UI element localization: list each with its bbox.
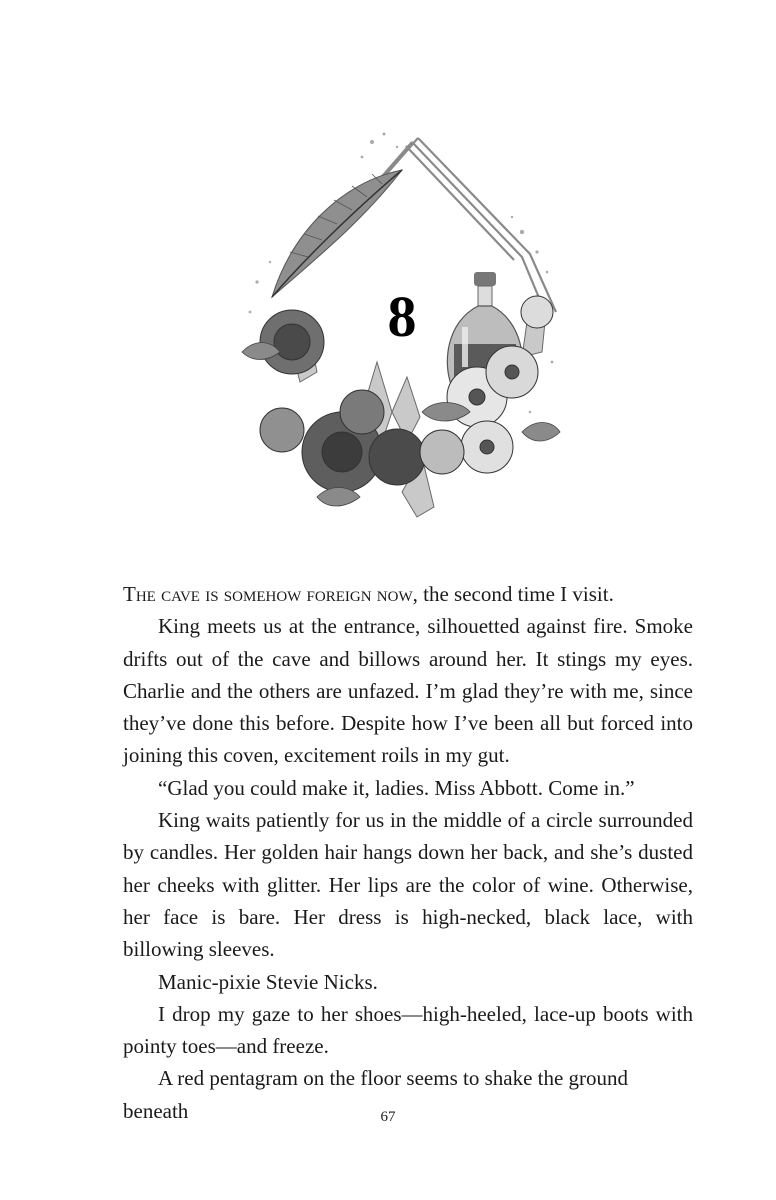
paragraph: “Glad you could make it, ladies. Miss Abbott. Come in.”	[158, 775, 635, 800]
chapter-number: 8	[387, 284, 417, 349]
chapter-body	[123, 578, 693, 1127]
feather-icon	[272, 170, 402, 297]
paragraph: King waits patiently for us in the middle of a circle surrounded by candles. Her golden hair hangs down her back, and she’s dusted her cheeks with glitter. Her lips are the color of wine. Otherwise, her face is bare. Her dress is high-necked, black lace, with billowing sleeves.	[123, 808, 693, 962]
page-number: 67	[380, 1109, 396, 1125]
paragraph: King meets us at the entrance, silhouetted against fire. Smoke drifts out of the cave and billows around her. It stings my eyes. Charlie and the others are unfazed. I’m glad they’re with me, since they’ve done this before. Despite how I’ve been all but forced into joining this coven, excitement roils in my gut.	[123, 614, 693, 768]
paragraph: A red pentagram on the floor seems to shake the ground beneath	[123, 1066, 629, 1123]
paragraph: Manic-pixie Stevie Nicks.	[158, 969, 378, 994]
opening-rest: , the second time I visit.	[412, 582, 614, 606]
opening-smallcaps: The cave is somehow foreign now	[123, 582, 413, 606]
paragraph: I drop my gaze to her shoes—high-heeled, lace-up boots with pointy toes—and freeze.	[123, 1001, 693, 1059]
paragraph-opening	[123, 578, 693, 610]
